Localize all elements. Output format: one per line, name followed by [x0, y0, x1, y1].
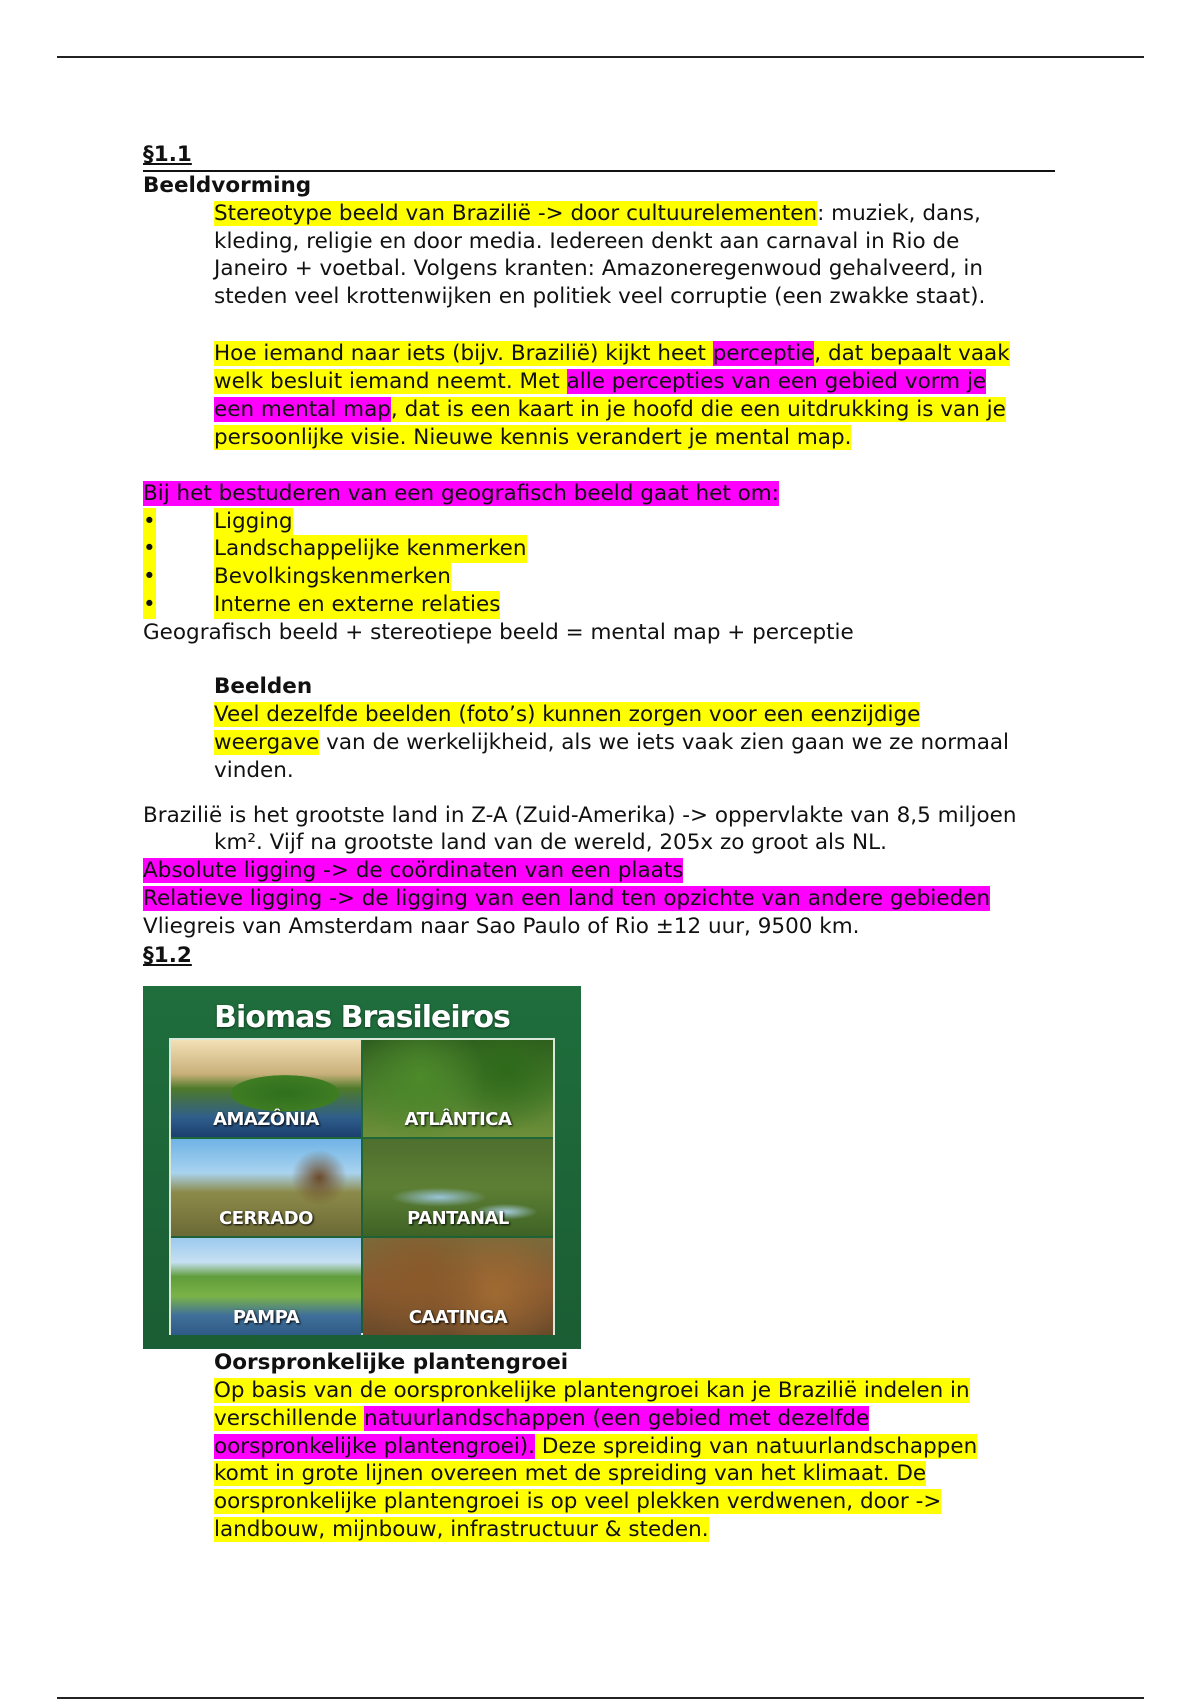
paragraph-stereotype-line-1 — [214, 200, 981, 228]
text-werkelijkheid: van de werkelijkheid, als we iets vaak zien gaan we ze normaal — [319, 730, 1010, 755]
highlight-natuurlandschappen: natuurlandschappen (een gebied met dezelfde — [363, 1406, 870, 1431]
highlight-plant-1: Op basis van de oorspronkelijke plantengroei kan je Brazilië indelen in — [214, 1378, 970, 1403]
biome-tile-pampa — [171, 1238, 361, 1335]
highlight-mental-map: een mental map — [214, 397, 391, 422]
highlight-oorspronkelijke: oorspronkelijke plantengroei). — [214, 1434, 536, 1459]
subheading-plantengroei: Oorspronkelijke plantengroei — [214, 1350, 569, 1375]
highlight-beelden-1: Veel dezelfde beelden (foto’s) kunnen zorgen voor een eenzijdige — [214, 702, 921, 727]
section-heading-1-2: §1.2 — [143, 943, 192, 968]
text-welk-besluit: welk besluit iemand neemt. Met — [214, 369, 567, 394]
paragraph-plant-line-1 — [214, 1377, 970, 1405]
highlight-alle-percepties: alle percepties van een gebied vorm je — [566, 369, 987, 394]
biome-label: CERRADO — [219, 1208, 313, 1229]
list-item-label: Interne en externe relaties — [214, 592, 501, 617]
paragraph-plant-line-5 — [214, 1488, 941, 1516]
biomas-grid — [169, 1038, 555, 1335]
text-muziek: : muziek, dans, — [817, 201, 981, 226]
bullet-icon: • — [143, 509, 156, 534]
highlight-plant-5: oorspronkelijke plantengroei is op veel plekken verdwenen, door -> — [214, 1489, 942, 1514]
paragraph-beelden-line-1 — [214, 701, 920, 729]
highlight-plant-4: komt in grote lijnen overeen met de spreiding van het klimaat. De — [214, 1461, 927, 1486]
biome-label: PAMPA — [232, 1307, 300, 1328]
biome-label: CAATINGA — [408, 1307, 508, 1328]
text-persoonlijke-visie: persoonlijke visie. Nieuwe kennis verandert je mental map. — [214, 425, 852, 450]
highlight-spreiding: Deze spreiding van natuurlandschappen — [535, 1434, 978, 1459]
highlight-perceptie: perceptie — [712, 341, 815, 366]
highlight-list-intro: Bij het bestuderen van een geografisch beeld gaat het om: — [143, 481, 779, 506]
biome-label: AMAZÔNIA — [213, 1109, 319, 1130]
paragraph-stereotype-line-4: steden veel krottenwijken en politiek veel corruptie (een zwakke staat). — [214, 284, 986, 309]
biome-label: ATLÂNTICA — [404, 1109, 512, 1130]
paragraph-beelden-line-2 — [214, 729, 1009, 757]
paragraph-plant-line-6 — [214, 1516, 709, 1544]
section-heading-1-1: §1.1 — [143, 142, 192, 167]
text-dat-bepaalt: , dat bepaalt vaak — [814, 341, 1010, 366]
page-top-rule — [57, 56, 1144, 58]
subheading-beelden: Beelden — [214, 674, 313, 699]
bullet-icon: • — [143, 564, 156, 589]
text-hoe-iemand: Hoe iemand naar iets (bijv. Brazilië) kijkt heet — [214, 341, 713, 366]
highlight-weergave: weergave — [214, 730, 320, 755]
list-item-label: Bevolkingskenmerken — [214, 564, 451, 589]
text-kaart-in-hoofd: , dat is een kaart in je hoofd die een uitdrukking is van je — [390, 397, 1006, 422]
biomas-image-title: Biomas Brasileiros — [214, 1000, 510, 1035]
bullet-icon: • — [143, 536, 156, 561]
paragraph-brazilie-line-2: km². Vijf na grootste land van de wereld, 205x zo groot als NL. — [214, 830, 887, 855]
page-bottom-rule — [57, 1697, 1144, 1699]
absolute-ligging — [143, 857, 683, 885]
paragraph-brazilie-line-1: Brazilië is het grootste land in Z-A (Zuid-Amerika) -> oppervlakte van 8,5 miljoen — [143, 803, 1017, 828]
highlight-verschillende: verschillende — [214, 1406, 364, 1431]
biome-tile-amazonia — [171, 1040, 361, 1137]
biome-tile-pantanal — [363, 1139, 553, 1236]
highlight-plant-6: landbouw, mijnbouw, infrastructuur & steden. — [214, 1517, 709, 1542]
biome-tile-atlantica — [363, 1040, 553, 1137]
paragraph-perceptie-line-4 — [214, 424, 851, 452]
paragraph-stereotype-line-3: Janeiro + voetbal. Volgens kranten: Amazoneregenwoud gehalveerd, in — [214, 256, 983, 281]
biome-tile-caatinga — [363, 1238, 553, 1335]
paragraph-perceptie-line-3 — [214, 396, 1006, 424]
paragraph-perceptie-line-2 — [214, 368, 986, 396]
highlight-stereotype: Stereotype beeld van Brazilië -> door cultuurelementen — [214, 201, 818, 226]
bullet-icon: • — [143, 592, 156, 617]
formula-text: Geografisch beeld + stereotiepe beeld = mental map + perceptie — [143, 620, 854, 645]
highlight-absolute: Absolute ligging -> de coördinaten van een plaats — [143, 858, 684, 883]
paragraph-plant-line-2 — [214, 1405, 869, 1433]
biome-label: PANTANAL — [407, 1208, 509, 1229]
highlight-relatieve: Relatieve ligging -> de ligging van een land ten opzichte van andere gebieden — [143, 886, 991, 911]
list-item-label: Ligging — [214, 509, 293, 534]
relatieve-ligging — [143, 885, 990, 913]
paragraph-stereotype-line-2: kleding, religie en door media. Iedereen denkt aan carnaval in Rio de — [214, 229, 960, 254]
biomas-image — [143, 986, 581, 1349]
list-item-label: Landschappelijke kenmerken — [214, 536, 527, 561]
paragraph-plant-line-4 — [214, 1460, 926, 1488]
list-intro — [143, 480, 779, 508]
vliegreis-text: Vliegreis van Amsterdam naar Sao Paulo of Rio ±12 uur, 9500 km. — [143, 914, 860, 939]
paragraph-plant-line-3 — [214, 1433, 977, 1461]
paragraph-beelden-line-3: vinden. — [214, 758, 294, 783]
biome-tile-cerrado — [171, 1139, 361, 1236]
section-title-beeldvorming: Beeldvorming — [143, 173, 312, 198]
paragraph-perceptie-line-1 — [214, 340, 1010, 368]
